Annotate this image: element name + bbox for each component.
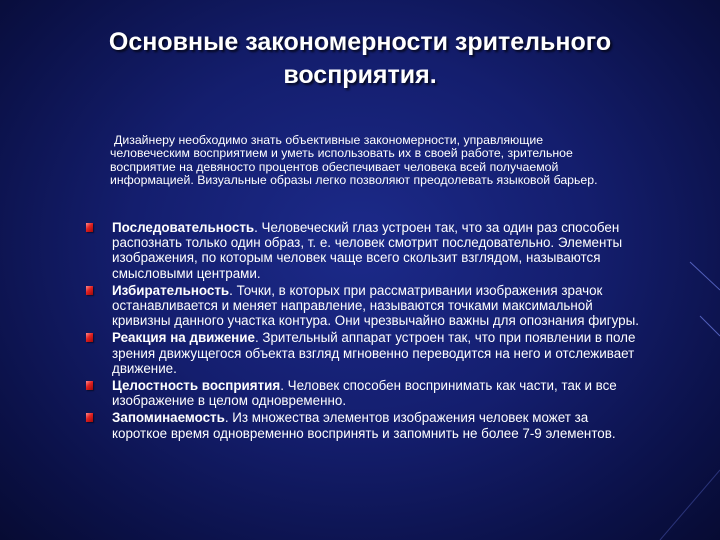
bullet-term: Запоминаемость [112,410,225,426]
intro-paragraph: Дизайнеру необходимо знать объективные закономерности, управляющие человеческим восприятием и уметь использовать их в своей работе, зрительное восприятие на девяносто процентов обеспечивает человека всей получаемой информацией. Визуальные образы легко позволяют преодолевать языковой барьер. [110,133,598,188]
bullet-marker-icon [86,333,93,342]
bullet-term: Реакция на движение [112,330,255,346]
bullet-item-integrity [84,378,644,408]
bullet-text: . Человеческий глаз устроен так, что за один раз способен распознать только один образ, т. е. человек смотрит последовательно. Элементы изображения, по которым человек чаще всего скользит взглядом, называются смысловыми центрами. [112,220,623,281]
bullet-marker-icon [86,286,93,295]
bullet-item-sequence [84,220,644,281]
bullet-text: . Зрительный аппарат устроен так, что при появлении в поле зрения движущегося объекта взгляд мгновенно переводится на него и отслеживает движение. [112,330,636,376]
bullet-text: . Человек способен воспринимать как части, так и все изображение в целом одновременно. [112,378,617,409]
bullet-item-memorability [84,410,644,440]
bullet-term: Целостность восприятия [112,378,281,394]
bullet-item-motion [84,330,644,376]
bullet-list [84,220,644,443]
bullet-text: . Из множества элементов изображения человек может за короткое время одновременно воспринять и запомнить не более 7-9 элементов. [112,410,616,441]
bullet-marker-icon [86,223,93,232]
slide-title: Основные закономерности зрительного восприятия. [108,28,612,89]
bullet-term: Избирательность [112,282,230,298]
bullet-item-selectivity [84,283,644,329]
bullet-marker-icon [86,413,93,422]
bullet-marker-icon [86,381,93,390]
bullet-text: . Точки, в которых при рассматривании изображения зрачок останавливается и меняет направление, называются точками максимальной кривизны данного участка контура. Они чрезвычайно важны для опознания фигуры. [112,282,639,329]
bullet-term: Последовательность [112,220,255,235]
